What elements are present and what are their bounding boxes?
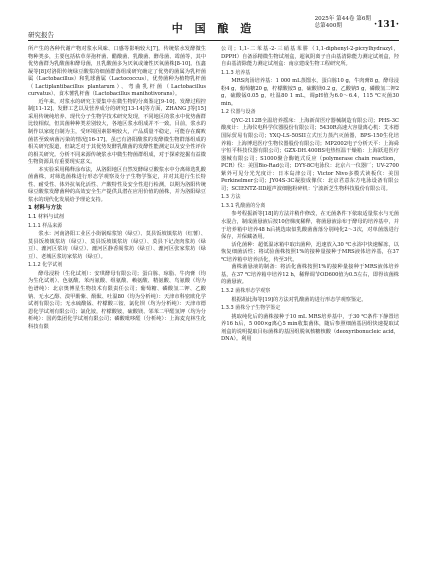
section-heading: 1.1.1 样品来源	[28, 222, 63, 229]
section-heading: 1.3.3 菌株分子生物学鉴定	[221, 305, 281, 312]
section-heading: 1.3.1 乳酸菌的分离	[221, 202, 266, 209]
paragraph: 根据胡此海等[19]的方法对乳酸菌的进行形态学观察鉴定。	[231, 296, 367, 303]
section-heading: 1.1.3 培养基	[221, 69, 251, 76]
section-label: 研究报告	[28, 31, 54, 39]
left-column	[28, 46, 206, 573]
paragraph: 本实验采用稀释涂布法，从洛阳地区自然发酵绿豆酸浆水中分离筛选乳酸菌菌株，对筛选菌株进行形态学观察及分子生物学鉴定，并对其进行生长特性、耐受性、体外抗氧化活性、产酸特性及安全性进行检测，以期为洛阳传统绿豆酸浆发酵菌种的高效安全生产提供具潜在应用价值的菌株，并为洛阳绿豆浆水的现代化发展给予理论支持。	[28, 166, 206, 203]
paragraph: 酵母浸粉（生化试剂）：安琪酵母有限公司；蛋白胨、琼脂、牛肉膏（均为生化试剂）、色氨酸、苯丙氨酸、组氨酸、赖氨酸、精氨酸、鸟氨酸（均为色谱纯）：北京奥博星生物技术有限责任公司；葡萄糖、磷酸氢二钾、乙酸钠、无水乙醇、溴甲酚紫、酚酞、吐温80（均为分析纯）：天津市科密欧化学试剂有限公司；无水硫酸锰、柠檬酸三铵、氯化钡（均为分析纯）：天津市德恩化学试剂有限公司；氯化铵，柠檬酸铵，硫酸镁、邻苯二甲醛氢钾（均为分析纯）：国药集团化学试剂有限公司；磷酸吡哆醛（分析纯）：上海麦克林生化科技有限	[28, 270, 206, 330]
issue-volume: 2025年 第44卷 第6期	[314, 16, 371, 22]
paragraph: 活化菌种：超低温冰箱中取出菌种，迅速放入30 ℃水浴中快速解冻，以恢复细菌活性；将试验菌株按照1%的接种量接种于MRS液体培养基，在37 ℃培养箱中培养活化，传至3代。	[221, 241, 399, 263]
paragraph: 近年来，对浆水的研究主要集中在微生物的分离鉴定[9-10]、发酵过程控制[11-12]、发酵工艺以及营养成分的研究[13-14]等方面，ZHANG J等[15]采用传统纯培养、现代分子生物学技术研究发现，不同地区的浆水中优势菌群比较相似，但其菌种种类差别较大，各地区浆水组成并不一致。目前，浆水的制作以家庭自制为主，受环境因素影响较大，产品质量不稳定，可能存在腐败菌甚至致病菌污染的情况[16-17]。虽已有洛阳酸浆的发酵微生物群落组成的相关研究报道，但缺乏对于其优势发酵乳酸菌的发酵性能测定以及安全性评价的相关研究。分析不同来源传统浆水中微生物菌群组成，对于探索挖掘有益微生物资源具有重要现实意义。	[28, 98, 206, 166]
section-heading: 1 材料与方法	[28, 205, 62, 212]
journal-title: 中 国 酿 造	[171, 22, 256, 35]
paragraph: 所产生的各种代谢产物对浆水风味、口感等影响较大[7]。传统浆水发酵微生物种类多，主要包括枯草芽孢杆菌、醋酸菌、乳酸菌、酵母菌、霉菌等，其中优势菌群为乳酸菌和酵母菌，且乳酸菌多为厌氧或兼性厌氧菌株[8-10]。伍鑫凝等[8]对洛阳传统绿豆酸浆的细菌群落组成研究确定了优势的菌属为乳杆菌属（Lactobacillus）和乳球菌属（Lactococcus），优势菌种为植物乳杆菌（Lactiplantibacillus plantarum）、弯曲乳杆菌（Lactobacillus curvatus）、食木薯乳杆菌（Lactobacillus manihotivorans）。	[28, 46, 206, 98]
paragraph: 菌株菌悬液的制备：将活化菌株按照1%的接种量接种于MRS液体培养基，在37 ℃培养箱中培养12 h，稀释调节OD600值为0.5左右，即得该菌株的菌悬液。	[221, 264, 399, 286]
page-number: ·131·	[373, 20, 399, 30]
section-heading: 1.3.2 菌株形态学观察	[221, 287, 271, 294]
issue-total: 总第400期	[314, 23, 343, 29]
section-heading: 1.1 材料与试剂	[28, 214, 64, 221]
issue-info	[315, 16, 371, 30]
paragraph: 参考程振新等[18]的方法并稍作修改，在无菌条件下依取适量浆水与无菌水混合，制成菌悬液后按10倍梯度稀释，将菌悬液涂布于酵母的培养基中，并于培养箱中培养48 h后挑选取似乳酸菌菌落分别纯化2～3次，对单菌落进行保存，并保藏备用。	[221, 211, 399, 241]
page-header	[28, 10, 399, 41]
section-heading: 1.1.2 化学试剂	[28, 262, 63, 269]
section-heading: 1.2 仪器与设备	[221, 109, 256, 116]
paragraph: 浆水：河南洛阳工业区小街锅贴浆馆（绿豆）、莫县饭坡镇浆坊（红薯）、莫县饭坡镇浆坊（绿豆）、莫县饭坡镇浆坊（绿豆）、莫县下记浇肉浆坊（绿豆）、瀍河区浆坊（绿豆）、瀍河区静香阁浆坊（绿豆）、瀍河区张家浆坊（绿豆）、老城区浆坊家浆坊（绿豆）。	[28, 231, 206, 260]
paragraph: MRS肉汤培养基：1 000 mL蒸馏水，蛋白胨10 g，牛肉膏8 g，酵母浸粉4 g，葡萄糖20 g，柠檬酸铵5 g，硫酸镁0.2 g，乙酸钠5 g，磷酸氢二钾2 g，硫酸锰0.05 g，吐温80 1 mL，调pH值为6.0～6.4，115 ℃灭菌30 min。	[221, 78, 399, 107]
paragraph: 公司；1,1-二苯基-2-三硝基苯肼（1,1-diphenyl-2-picrylhydrazyl，DPPH）自备添精微生物试剂盒，超氧阴离子自由基清除能力测定试剂盒，羟自由基清除能力测定试剂盒：南京建成生物工程研究所。	[221, 46, 399, 68]
paragraph: 挑取纯化后的菌株接种于10 mL MRS培养基中，于30 ℃条件下静置培养16 h后，5 000×g离心5 min收集菌体，随后参照细菌基因组快速提取试剂盒的说明提取目标菌株的基因组脱氧核糖核酸（deoxyribonucleic acid，DNA）。利用	[221, 313, 399, 343]
section-heading: 1.3 方法	[221, 194, 241, 201]
right-column	[221, 46, 399, 573]
article-body	[28, 46, 399, 573]
paragraph: QYC-2112B全温培养摇床：上海新苗医疗器械制造有限公司；PHS-3C酸度计：上海仪电科学仪器股份有限公司；5430R高速大容量离心机：艾本德国际贸易有限公司；YXQ-LS-50SII立式压力蒸汽灭菌器，BPS-150生化培养箱：上海博迅医疗生物仪器股份有限公司；MP2002电子分析天平：上海舜宇恒平科技仪器有限公司；GZX-DH.400BS电热恒温干燥箱：上海跃进医疗器械有限公司；S1000聚合酶链式反应（polymerase chain reaction，PCR）仪：美国Bio-Rad公司；DYY-8C电泳仪：北京六一仪器厂；UV-2700紫外可见分光光度计：日本岛津公司；Victor Nivo多模式读板仪：美国Perkinelmer公司；JY04S-3C凝胶成像仪：北京君意东方电泳设备有限公司；SCIENTZ-IID超声波细胞粉碎机：宁波新芝生物科技股份有限公司。	[221, 117, 399, 192]
